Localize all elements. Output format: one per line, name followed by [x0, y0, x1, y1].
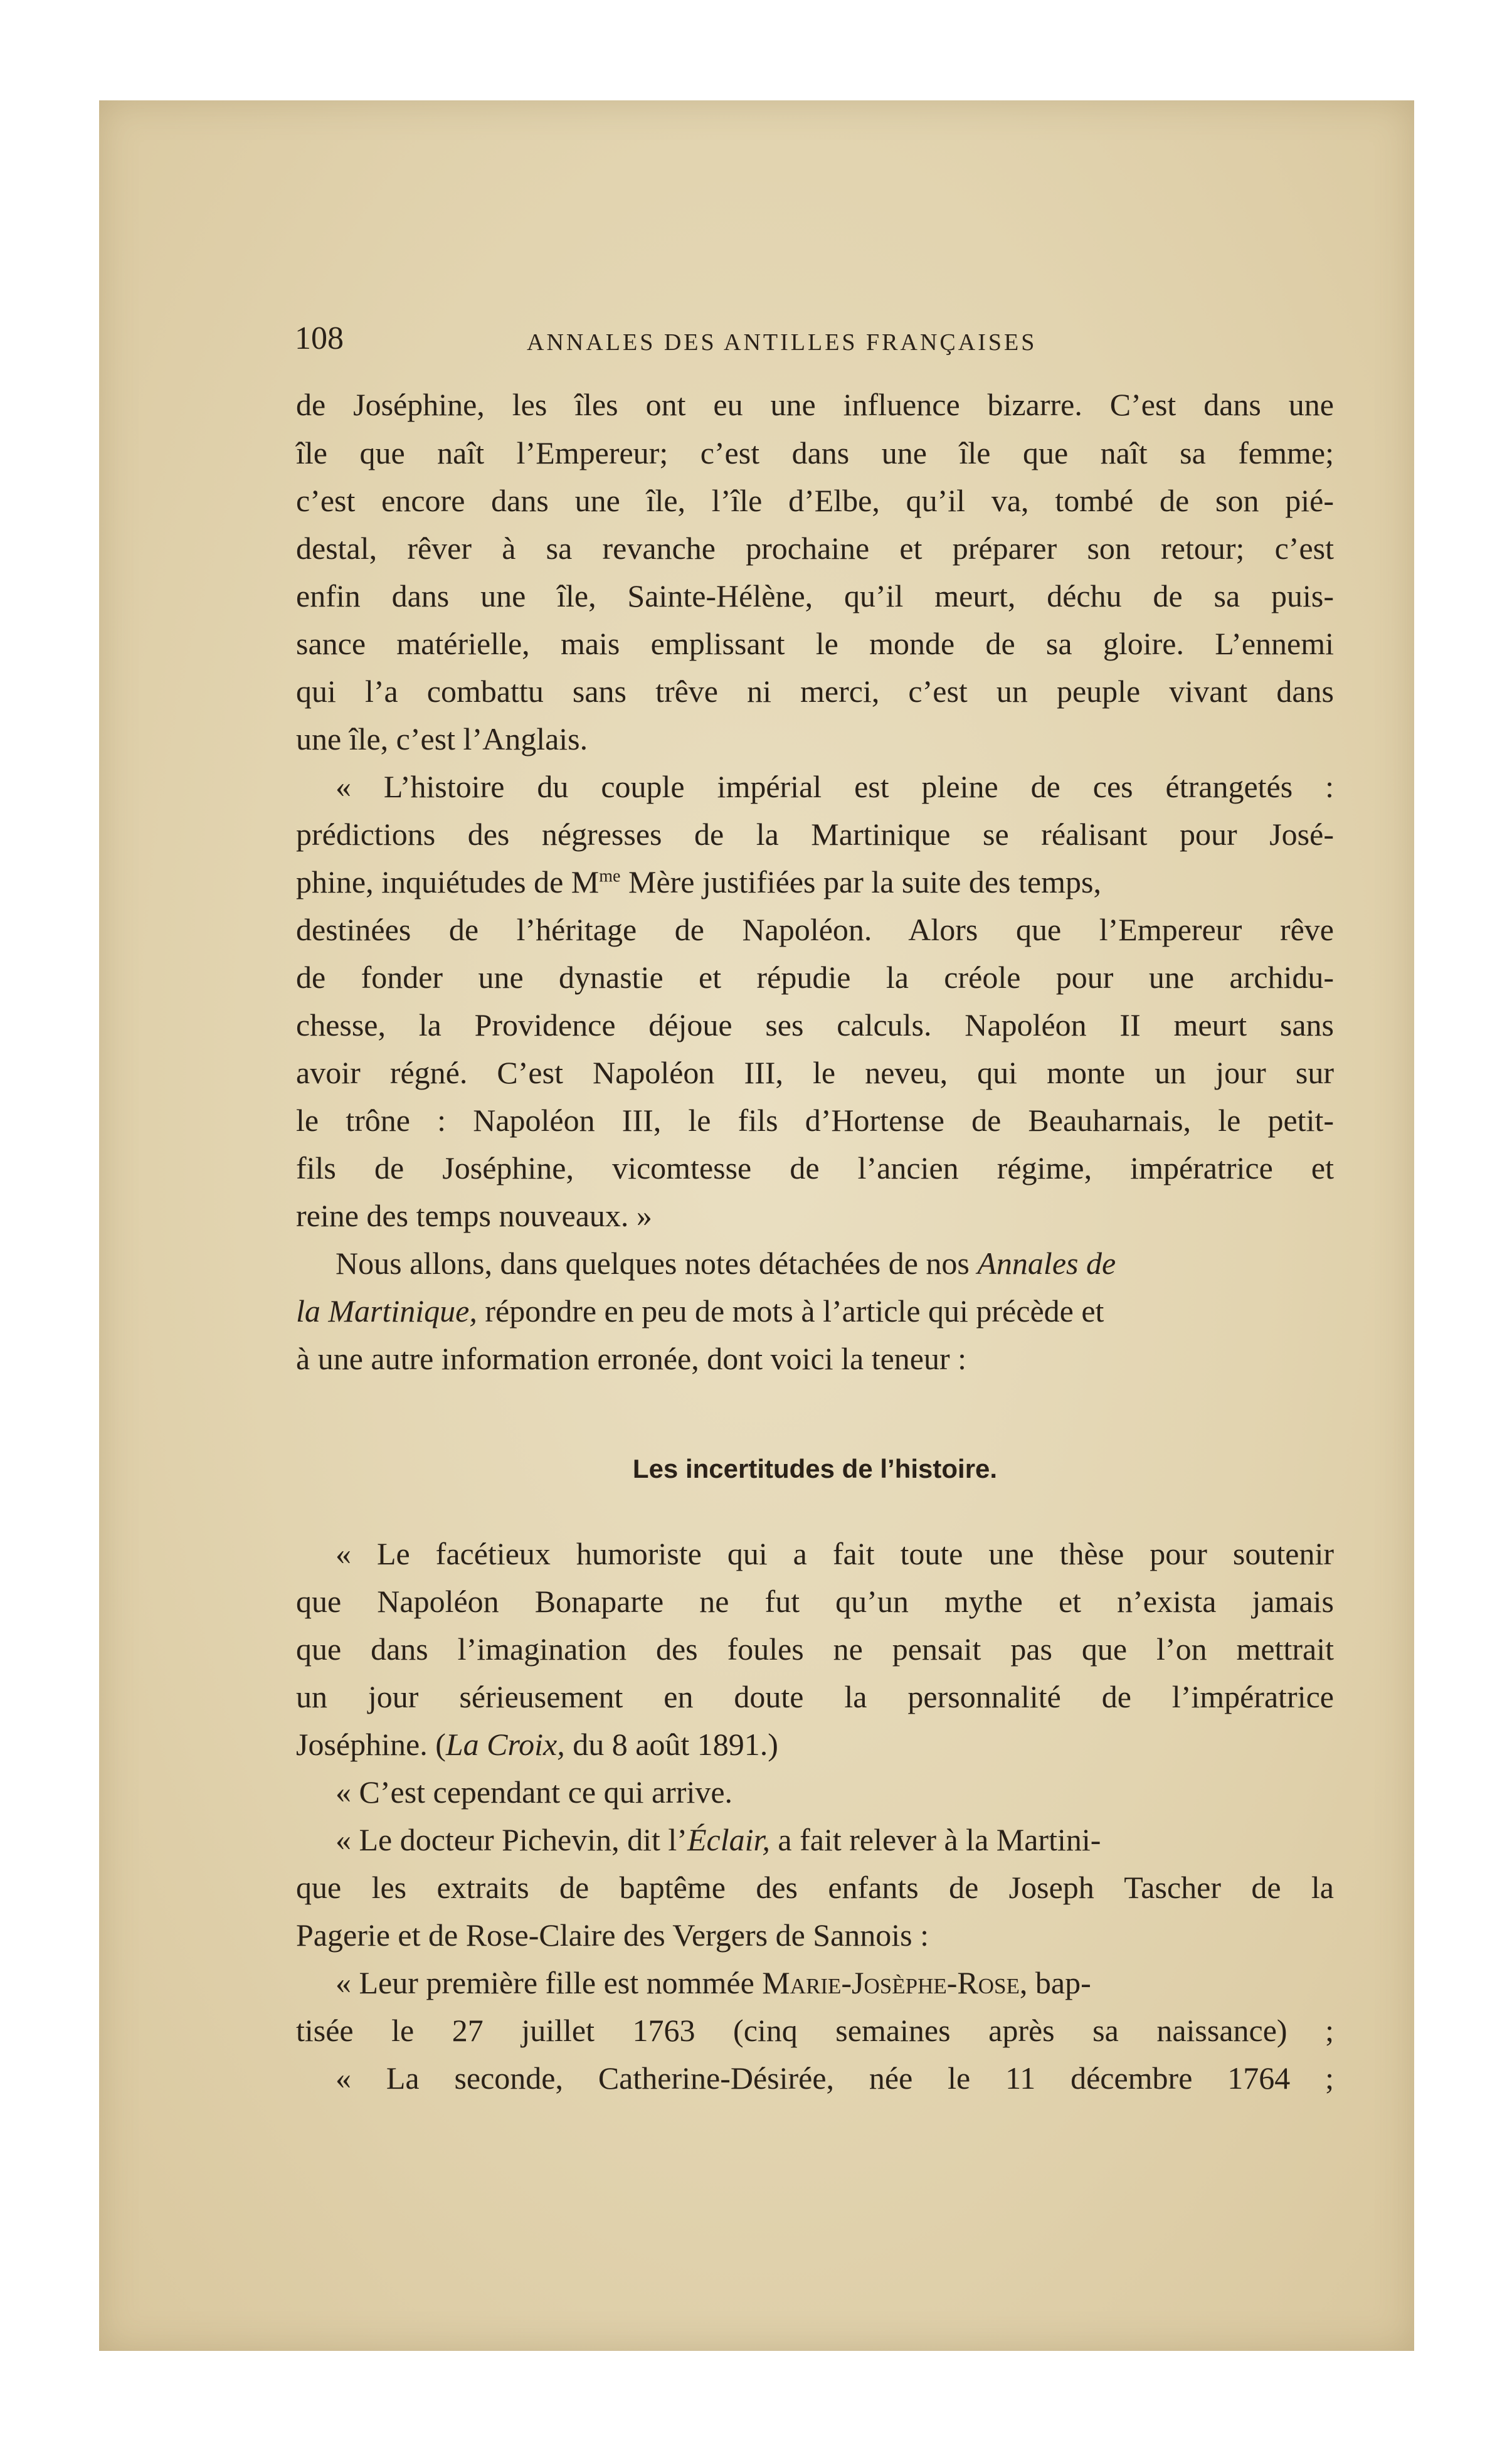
body-line: enfin dans une île, Sainte-Hélène, qu’il meurt, déchu de sa puis- [296, 578, 1334, 613]
body-line: une île, c’est l’Anglais. [296, 721, 588, 756]
body-line: c’est encore dans une île, l’île d’Elbe, qu’il va, tombé de son pié- [296, 483, 1334, 518]
quote-text: du 8 août 1891.) [564, 1727, 778, 1762]
quote-text: Joséphine. ( [296, 1727, 446, 1762]
quote-text: « Le docteur Pichevin, dit l’ [336, 1822, 687, 1857]
quote-line: que les extraits de baptême des enfants de Joseph Tascher de la [296, 1870, 1334, 1905]
quote-line: Pagerie et de Rose-Claire des Vergers de Sannois : [296, 1917, 929, 1953]
small-caps-name: Marie-Josèphe-Rose [762, 1965, 1020, 2000]
italic-title: La Croix, [445, 1727, 565, 1762]
quote-line: « La seconde, Catherine-Désirée, née le 11 décembre 1764 ; [336, 2060, 1334, 2096]
italic-title: Annales de [977, 1246, 1116, 1281]
quote-line: « C’est cependant ce qui arrive. [336, 1774, 733, 1810]
body-line: de Joséphine, les îles ont eu une influence bizarre. C’est dans une [296, 387, 1334, 422]
quote-line: que dans l’imagination des foules ne pensait pas que l’on mettrait [296, 1631, 1334, 1667]
body-line: qui l’a combattu sans trêve ni merci, c’est un peuple vivant dans [296, 674, 1334, 709]
italic-title: Éclair, [687, 1822, 770, 1857]
body-line [296, 1292, 1334, 1330]
body-line: avoir régné. C’est Napoléon III, le neveu, qui monte un jour sur [296, 1055, 1334, 1090]
quote-text: « Leur première fille est nommée [336, 1965, 763, 2000]
quote-line [296, 1726, 1334, 1763]
body-line: sance matérielle, mais emplissant le monde de sa gloire. L’ennemi [296, 626, 1334, 661]
quote-line: un jour sérieusement en doute la personnalité de l’impératrice [296, 1679, 1334, 1714]
body-line: à une autre information erronée, dont voici la teneur : [296, 1341, 967, 1376]
quote-line: tisée le 27 juillet 1763 (cinq semaines après sa naissance) ; [296, 2013, 1334, 2048]
italic-title: la Martinique, [296, 1293, 477, 1328]
body-line: chesse, la Providence déjoue ses calculs. Napoléon II meurt sans [296, 1007, 1334, 1042]
quote-text: a fait relever à la Martini- [769, 1822, 1101, 1857]
body-text: Nous allons, dans quelques notes détachées de nos [336, 1246, 978, 1281]
body-line [336, 1244, 1334, 1282]
quote-line: que Napoléon Bonaparte ne fut qu’un mythe et n’exista jamais [296, 1584, 1334, 1619]
running-title: ANNALES DES ANTILLES FRANÇAISES [527, 329, 1037, 356]
body-line: île que naît l’Empereur; c’est dans une île que naît sa femme; [296, 435, 1334, 470]
quote-line: « Le facétieux humoriste qui a fait toute une thèse pour soutenir [336, 1536, 1334, 1571]
body-text: phine, inquiétudes de M [296, 864, 600, 899]
body-text: répondre en peu de mots à l’article qui précède et [477, 1293, 1104, 1328]
body-line: reine des temps nouveaux. » [296, 1198, 652, 1233]
superscript: me [599, 866, 621, 886]
quote-line [336, 1964, 1334, 2002]
body-line: fils de Joséphine, vicomtesse de l’ancien régime, impératrice et [296, 1150, 1334, 1185]
body-line: « L’histoire du couple impérial est pleine de ces étrangetés : [336, 769, 1334, 804]
body-line: de fonder une dynastie et répudie la créole pour une archidu- [296, 960, 1334, 995]
section-title: Les incertitudes de l’histoire. [632, 1454, 998, 1483]
body-text: Mère justifiées par la suite des temps, [620, 864, 1101, 899]
page-number: 108 [295, 321, 344, 356]
quote-line [336, 1821, 1334, 1859]
quote-text: , bap- [1019, 1965, 1091, 2000]
page-header [295, 320, 1336, 364]
body-line: destinées de l’héritage de Napoléon. Alors que l’Empereur rêve [296, 912, 1334, 947]
body-line: le trône : Napoléon III, le fils d’Hortense de Beauharnais, le petit- [296, 1103, 1334, 1138]
body-line: destal, rêver à sa revanche prochaine et préparer son retour; c’est [296, 531, 1334, 566]
body-line: prédictions des négresses de la Martinique se réalisant pour José- [296, 817, 1334, 852]
body-line [296, 863, 1334, 901]
